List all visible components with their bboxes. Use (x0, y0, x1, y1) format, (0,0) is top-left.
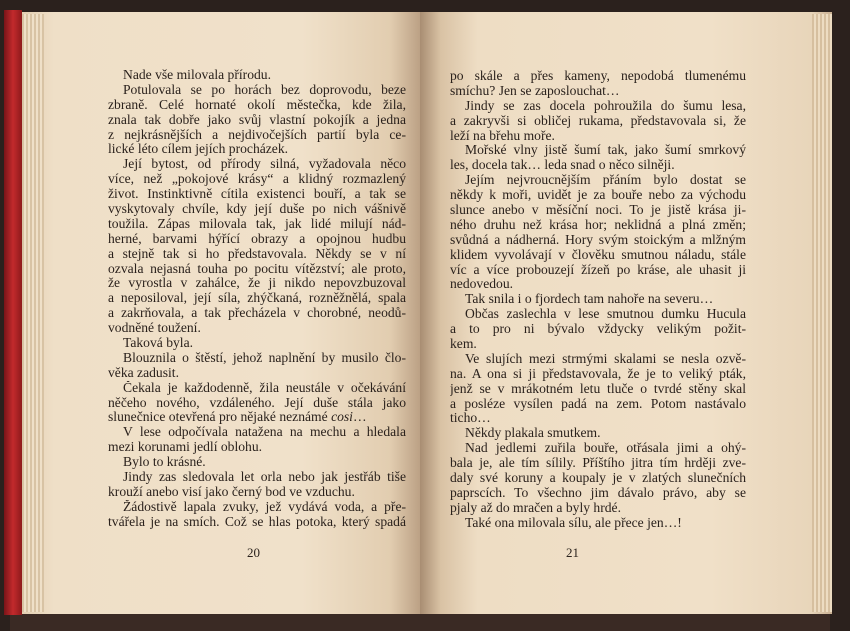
text-line: z nejkrásnějších a nejdivočejších partií byla ce- (108, 127, 406, 142)
text-line: znala tak dobře jako svůj vlastní pokojík a jedna (108, 112, 406, 127)
text-line: více, než „pokojové krásy“ a klidný rozmazlený (108, 172, 406, 187)
text-line: Žádostivě lapala zvuky, jež vydává voda, a pře- (123, 499, 406, 514)
text-line: vodněné toužení. (108, 320, 201, 336)
text-line: daly své koruny a koupaly je v zlatých slunečních (450, 471, 746, 486)
left-page-edges (22, 14, 44, 612)
text-line: Také ona milovala sílu, ale přece jen…! (465, 514, 682, 530)
text-line: nedovedou. (450, 276, 514, 292)
text-line: Mořské vlny jistě šumí tak, jako šumí smrkový (465, 143, 746, 158)
text-line: Jindy se zas docela pohroužila do šumu lesa, (465, 98, 746, 113)
text-line: víc a více probouzejí žízeň po kráse, ale uhasit ji (450, 262, 746, 277)
text-line: smíchu? Jen se zaposlouchat… (450, 82, 620, 98)
text-line: a to pro ni bývalo vždycky velikým požit- (450, 322, 746, 337)
text-line: svůdná a nádherná. Hory svým stoickým a mlžným (450, 232, 746, 247)
text-line: vyskytovaly chvíle, kdy její duše po nich vášnivě (108, 202, 406, 217)
book-cover-spine-edge (4, 10, 22, 615)
text-line: Čekala je každodenně, žila neustále v očekávání (123, 380, 406, 395)
text-line: tvářela je na smích. Což se hlas potoka, který spadá (108, 514, 406, 529)
text-line: Nade vše milovala přírodu. (123, 67, 271, 82)
text-line: lické léto cílem jejích procházek. (108, 141, 289, 157)
text-line: ného druhu než krása hor; neklidná a plná změn; (450, 217, 746, 232)
text-line: a zakryvši si obličej rukama, představovala si, že (450, 113, 746, 128)
text-line: a posléze vysílen padá na zem. Potom nastávalo (450, 396, 746, 411)
page-number-right: 21 (566, 545, 579, 560)
text-line: Nad jedlemi zuřila bouře, otřásala jimi a ohý- (465, 441, 746, 456)
text-line: ozvala nejasná touha po pocitu vítězství; ale proto, (108, 261, 406, 276)
text-line: někdy k moři, uvidět je za bouře nebo za východu (450, 188, 746, 203)
text-line: les, docela tak… leda snad o něco silněji. (450, 157, 675, 173)
text-line: Tak snila i o fjordech tam nahoře na severu… (465, 291, 714, 307)
text-line: Jejím nejvroucnějším přáním bylo dostat se (465, 173, 746, 188)
text-line: Občas zaslechla v lese smutnou dumku Hucula (465, 307, 746, 322)
text-line: věka zadusit. (108, 364, 179, 380)
text-line: V lese odpočívala natažena na mechu a hledala (123, 425, 406, 440)
text-line: Někdy plakala smutkem. (465, 425, 601, 441)
text-line: na. A ona si ji představovala, že je to veliký pták, (450, 366, 746, 381)
right-page-edges (812, 14, 832, 612)
text-line: Blouznila o štěstí, jehož naplnění by musilo člo- (123, 350, 406, 365)
text-line: a stejně tak si ho představovala. Někdy se v ní (108, 246, 406, 261)
text-line: Její bytost, od přírody silná, vyžadovala něco (123, 157, 406, 172)
text-line: Potulovala se po horách bez doprovodu, beze (123, 82, 406, 97)
text-line: slunečnice otevřená pro nějaké neznámé cosi… (108, 409, 367, 425)
text-line: slunce anebo v měsíční noci. To je jistě krása ji- (450, 203, 746, 218)
text-line: ticho… (450, 410, 491, 426)
text-line: zbraně. Celé hornaté okolí městečka, kde žila, (108, 97, 406, 112)
text-line: mezi korunami jedlí oblohu. (108, 439, 263, 455)
text-line: pjaly až do mračen a byly hrdé. (450, 499, 621, 515)
text-line: Taková byla. (123, 335, 194, 351)
text-line: a neposiloval, její síla, zhýčkaná, rozněžnělá, spala (108, 291, 406, 306)
text-line: krouží anebo visí jako černý bod ve vzduchu. (108, 483, 355, 499)
text-line: klidem vyvolávají v člověku smutnou náladu, stále (450, 247, 746, 262)
text-line: jenž se v mrákotném letu tluče o tvrdé stěny skal (450, 381, 746, 396)
text-line: něčeho nového, vzdáleného. Její duše stála jako (108, 395, 406, 410)
text-line: paprscích. To všechno jim dávalo právo, aby se (450, 485, 746, 500)
left-page-text (108, 68, 406, 530)
text-line: kem. (450, 336, 477, 352)
right-page-text (450, 69, 746, 531)
text-line: a zakrňovala, a tak přecházela v chorobné, neodů- (108, 306, 406, 321)
text-line: Jindy zas sledovala let orla nebo jak jestřáb tiše (123, 470, 406, 485)
text-line: bala je, ale tím sílily. Příštího jitra tím hrději zve- (450, 456, 746, 471)
text-line: leží na břehu moře. (450, 127, 555, 143)
text-line: že vyrostla v zahálce, že ji nikdo nepovzbuzoval (108, 276, 406, 291)
text-line: Bylo to krásné. (123, 454, 206, 470)
page-number-left: 20 (247, 545, 260, 560)
text-line: herné, barvami hýřící obrazy a opojnou hudbu (108, 231, 406, 246)
text-line: Ve slujích mezi strmými skalami se nesla ozvě- (465, 351, 746, 366)
text-line: toužila. Zápas milovala tak, jak lidé milují nád- (108, 216, 406, 231)
text-line: po skále a přes kameny, nepodobá tlumenému (450, 69, 746, 83)
text-line: život. Instinktivně cítila existenci bouří, a tak se (108, 187, 406, 202)
